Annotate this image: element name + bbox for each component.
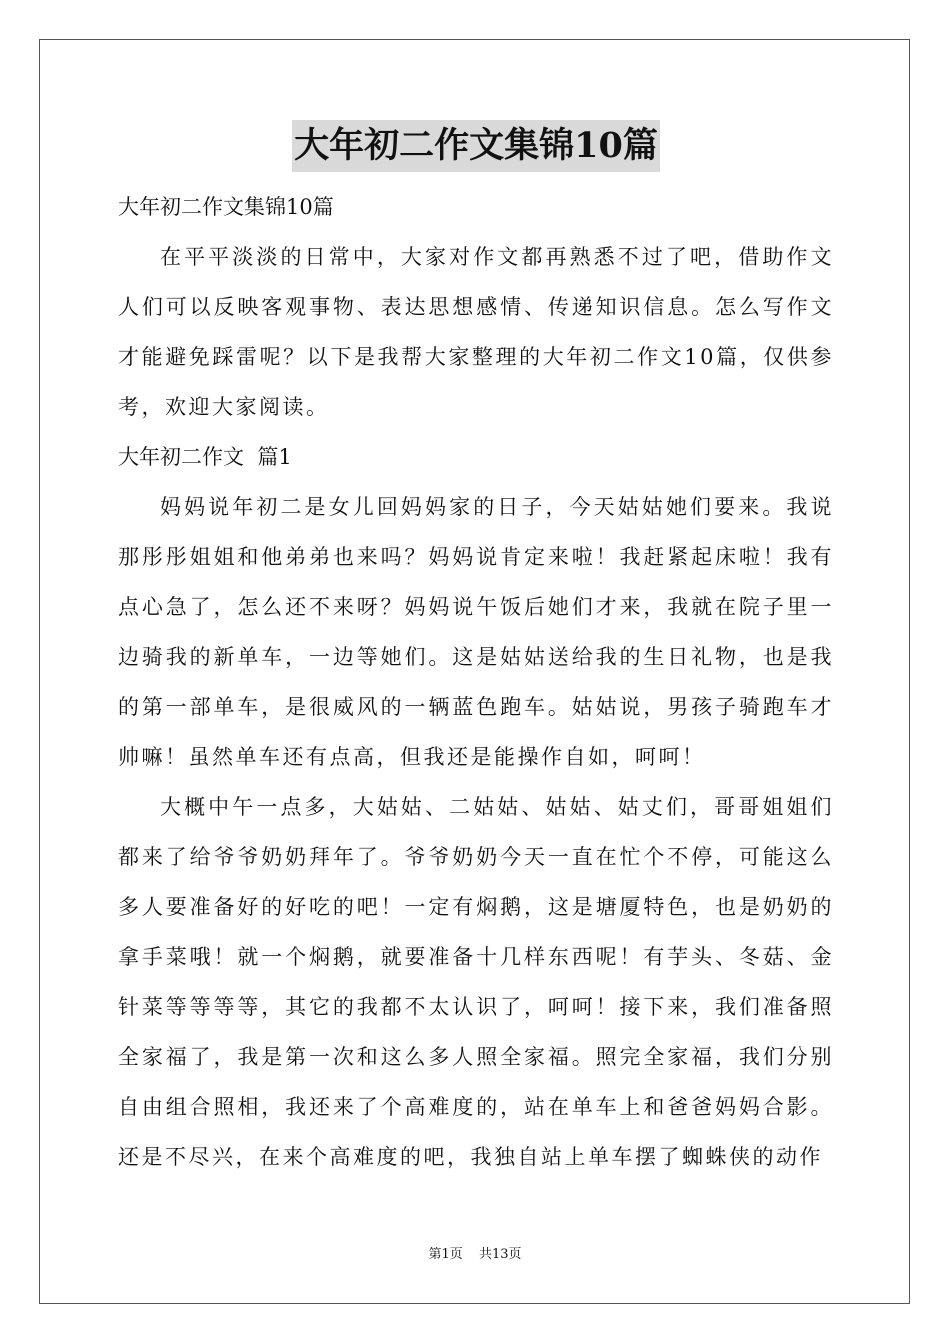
page-number: 第1页 [428, 1247, 463, 1262]
page-footer [0, 1246, 950, 1264]
body-paragraph-1: 妈妈说年初二是女儿回妈妈家的日子，今天姑姑她们要来。我说那彤彤姐姐和他弟弟也来吗？妈妈说肯定来啦！我赶紧起床啦！我有点心急了，怎么还不来呀？妈妈说午饭后她们才来，我就在院子里一边骑我的新单车，一边等她们。这是姑姑送给我的生日礼物，也是我的第一部单车，是很威风的一辆蓝色跑车。姑姑说，男孩子骑跑车才帅嘛！虽然单车还有点高，但我还是能操作自如，呵呵！ [118, 495, 834, 769]
page-total: 共13页 [478, 1247, 522, 1262]
section-heading: 大年初二作文 篇1 [118, 445, 292, 469]
intro-paragraph: 在平平淡淡的日常中，大家对作文都再熟悉不过了吧，借助作文人们可以反映客观事物、表达思想感情、传递知识信息。怎么写作文才能避免踩雷呢？以下是我帮大家整理的大年初二作文10篇，仅供参考，欢迎大家阅读。 [118, 245, 834, 419]
document-body [118, 120, 834, 1182]
body-paragraph-2: 大概中午一点多，大姑姑、二姑姑、姑姑、姑丈们，哥哥姐姐们都来了给爷爷奶奶拜年了。爷爷奶奶今天一直在忙个不停，可能这么多人要准备好的好吃的吧！一定有焖鹅，这是塘厦特色，也是奶奶的拿手菜哦！就一个焖鹅，就要准备十几样东西呢！有芋头、冬菇、金针菜等等等等，其它的我都不太认识了，呵呵！接下来，我们准备照全家福了，我是第一次和这么多人照全家福。照完全家福，我们分别自由组合照相，我还来了个高难度的，站在单车上和爸爸妈妈合影。还是不尽兴，在来个高难度的吧，我独自站上单车摆了蜘蛛侠的动作 [118, 795, 834, 1169]
document-title: 大年初二作文集锦10篇 [292, 120, 660, 172]
document-subtitle: 大年初二作文集锦10篇 [118, 195, 334, 219]
title-container [118, 120, 834, 176]
